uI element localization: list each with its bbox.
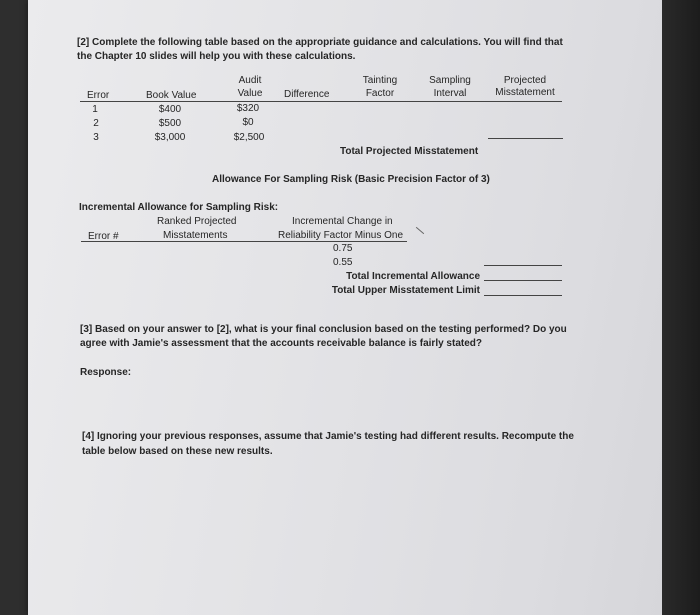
total-projected-label: Total Projected Misstatement xyxy=(340,146,479,157)
change-header-line2: Reliability Factor Minus One xyxy=(278,230,404,241)
total-incremental-blank xyxy=(484,280,562,281)
audit-header-line2: Value xyxy=(237,88,263,99)
tainting-header-line1: Tainting xyxy=(362,75,398,86)
book-value-header: Book Value xyxy=(146,90,197,101)
sampling-header-line1: Sampling xyxy=(429,75,471,86)
sampling-header-line2: Interval xyxy=(433,88,467,99)
error-header: Error xyxy=(87,90,110,101)
header-underline xyxy=(80,101,562,102)
row2-book-value: $500 xyxy=(158,118,182,129)
ranked-header-line1: Ranked Projected xyxy=(157,216,237,227)
row2-audit-value: $0 xyxy=(242,117,254,128)
change-header-line1: Incremental Change in xyxy=(292,216,393,227)
row1-book-value: $400 xyxy=(158,104,182,115)
total-upper-label: Total Upper Misstatement Limit xyxy=(331,285,480,296)
q2-intro-line2: the Chapter 10 slides will help you with these calculations. xyxy=(77,51,356,62)
row3-book-value: $3,000 xyxy=(154,132,186,143)
row3-audit-value: $2,500 xyxy=(233,132,265,143)
q4-line1: [4] Ignoring your previous responses, assume that Jamie's testing had different results. Recompute the xyxy=(82,431,574,442)
q2-intro-line1: [2] Complete the following table based on the appropriate guidance and calculations. You will find that xyxy=(77,37,563,48)
worksheet-page xyxy=(28,0,668,615)
row1-error: 1 xyxy=(92,104,98,115)
incremental-title: Incremental Allowance for Sampling Risk: xyxy=(79,202,279,213)
allowance-title: Allowance For Sampling Risk (Basic Precision Factor of 3) xyxy=(212,174,490,185)
factor-1: 0.55 xyxy=(333,257,353,268)
inc-header-underline xyxy=(81,241,407,242)
q4-line2: table below based on these new results. xyxy=(82,446,273,457)
total-upper-blank xyxy=(484,295,562,296)
row3-error: 3 xyxy=(93,132,99,143)
row2-error: 2 xyxy=(93,118,99,129)
total-incremental-label: Total Incremental Allowance xyxy=(346,271,480,282)
difference-header: Difference xyxy=(284,89,330,100)
projected-header-line2: Misstatement xyxy=(495,87,555,98)
projected-header-line1: Projected xyxy=(503,75,547,86)
q3-line1: [3] Based on your answer to [2], what is your final conclusion based on the testing performed? Do you xyxy=(80,324,567,335)
factor-0: 0.75 xyxy=(333,243,353,254)
response-label: Response: xyxy=(80,367,132,378)
audit-header-line1: Audit xyxy=(238,75,262,86)
tainting-header-line2: Factor xyxy=(365,88,395,99)
total-projected-blank xyxy=(488,138,563,139)
factor-1-blank xyxy=(484,265,562,266)
right-shadow xyxy=(662,0,700,615)
row1-audit-value: $320 xyxy=(236,103,260,114)
error-num-header: Error # xyxy=(88,231,119,242)
ranked-header-line2: Misstatements xyxy=(163,230,228,241)
q3-line2: agree with Jamie's assessment that the accounts receivable balance is fairly stated? xyxy=(80,338,482,349)
